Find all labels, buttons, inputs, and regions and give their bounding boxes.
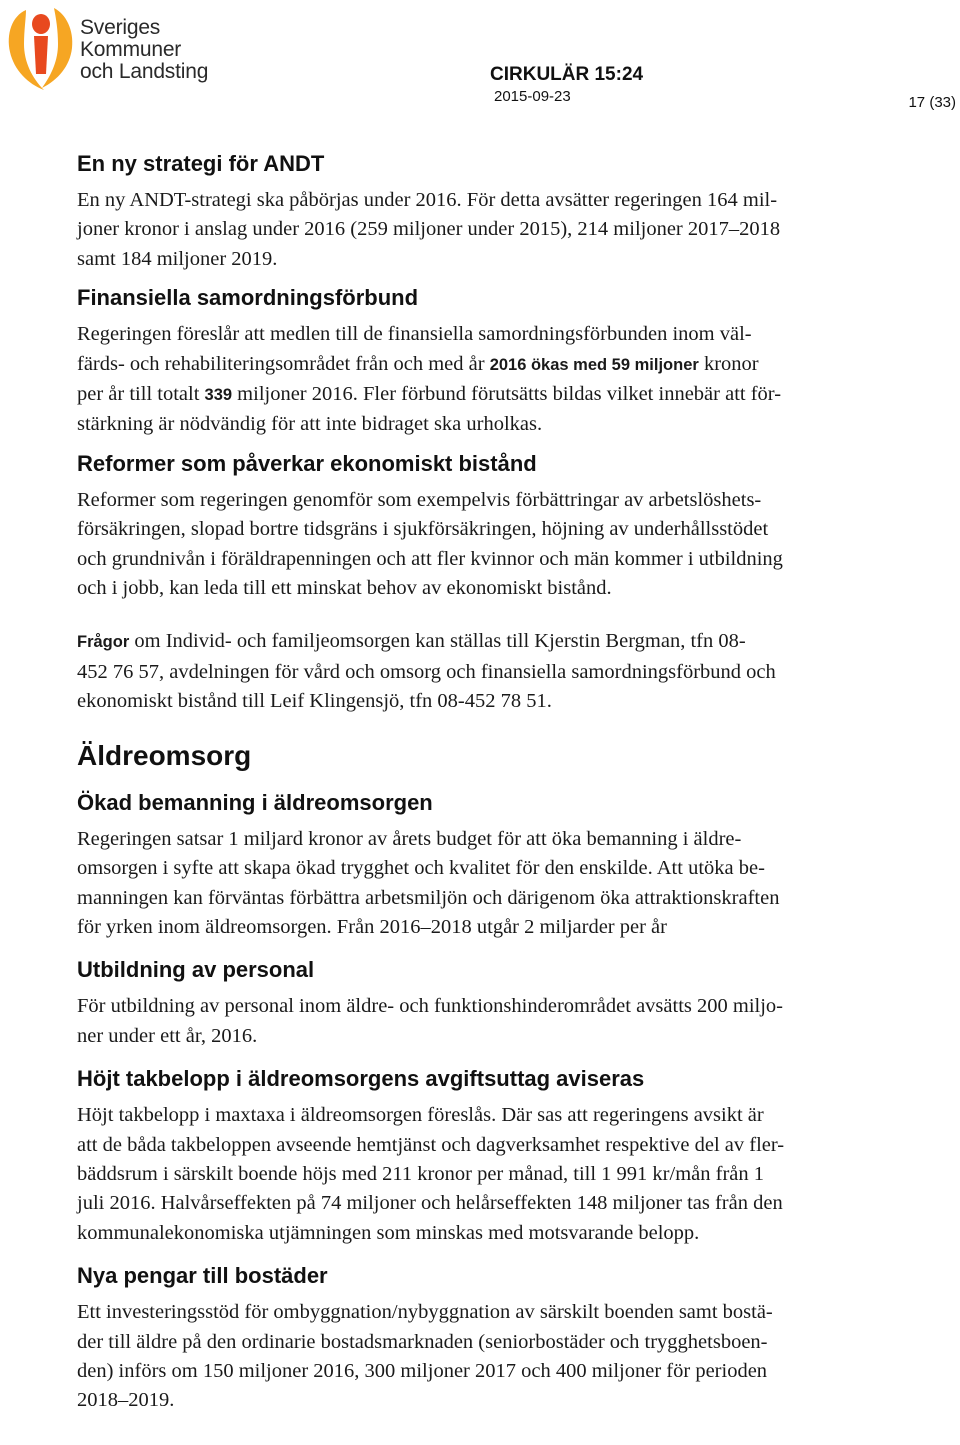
text-line: En ny ANDT-strategi ska påbörjas under 2016. För detta avsätter regeringen 164 mil- xyxy=(77,189,778,211)
paragraph xyxy=(77,486,892,604)
text-line: miljoner 2016. Fler förbund förutsätts bildas vilket innebär att för- xyxy=(232,383,782,406)
section-utbildning xyxy=(77,956,892,1051)
text-line: per år till totalt xyxy=(77,383,205,406)
organization-name xyxy=(80,17,208,83)
text-line: 452 76 57, avdelningen för vård och omsorg och finansiella samordningsförbund och xyxy=(77,660,776,683)
text-line: för yrken inom äldreomsorgen. Från 2016–2018 utgår 2 miljarder per år xyxy=(77,915,667,938)
text-line: der till äldre på den ordinarie bostadsmarknaden (seniorbostäder och trygghetsboen- xyxy=(77,1330,768,1353)
text-line: kommunalekonomiska utjämningen som minskas med motsvarande belopp. xyxy=(77,1221,700,1244)
section-heading: En ny strategi för ANDT xyxy=(77,151,325,176)
section-takbelopp xyxy=(77,1065,892,1248)
text-line: Regeringen föreslår att medlen till de finansiella samordningsförbunden inom väl- xyxy=(77,323,752,346)
section-heading: Ökad bemanning i äldreomsorgen xyxy=(77,789,433,815)
section-andt xyxy=(77,150,892,274)
paragraph xyxy=(77,992,892,1051)
paragraph xyxy=(77,1298,892,1416)
logo-line: Kommuner xyxy=(80,38,182,61)
logo-line: Sveriges xyxy=(80,16,161,39)
paragraph xyxy=(77,1101,892,1248)
paragraph xyxy=(77,320,892,440)
text-line: Ett investeringsstöd för ombyggnation/nybyggnation av särskilt boenden samt bostä- xyxy=(77,1301,773,1324)
text-line: att de båda takbeloppen avseende hemtjänst och dagverksamhet respektive del av fler- xyxy=(77,1133,785,1156)
text-line: och grundnivån i föräldrapenningen och att fler kvinnor och män kommer i utbildning xyxy=(77,547,783,570)
text-line: samt 184 miljoner 2019. xyxy=(77,247,278,270)
text-line: Höjt takbelopp i maxtaxa i äldreomsorgen föreslås. Där sas att regeringens avsikt är xyxy=(77,1104,764,1127)
section-aldreomsorg xyxy=(77,739,892,773)
section-reformer xyxy=(77,450,892,604)
paragraph xyxy=(77,186,892,274)
text-line: joner kronor i anslag under 2016 (259 miljoner under 2015), 214 miljoner 2017–2018 xyxy=(77,218,781,241)
text-line: ekonomiskt bistånd till Leif Klingensjö, tfn 08-452 78 51. xyxy=(77,690,552,713)
section-heading: Utbildning av personal xyxy=(77,957,315,983)
page-number: 17 (33) xyxy=(908,94,956,111)
text-line: färds- och rehabiliteringsområdet från och med år xyxy=(77,352,490,375)
section-heading: Höjt takbelopp i äldreomsorgens avgiftsuttag aviseras xyxy=(77,1066,645,1092)
text-line: bäddsrum i särskilt boende höjs med 211 kronor per månad, till 1 991 kr/mån från 1 xyxy=(77,1162,764,1185)
emphasis-text: 2016 ökas med 59 miljoner xyxy=(489,355,699,374)
text-line: om Individ- och familjeomsorgen kan ställas till Kjerstin Bergman, tfn 08- xyxy=(129,630,746,653)
contact-label: Frågor xyxy=(77,633,130,652)
emphasis-text: 339 xyxy=(204,386,233,405)
section-bostader xyxy=(77,1262,892,1416)
text-line: kronor xyxy=(698,352,759,375)
text-line: och i jobb, kan leda till ett minskat behov av ekonomiskt bistånd. xyxy=(77,577,612,600)
text-line: den) införs om 150 miljoner 2016, 300 miljoner 2017 och 400 miljoner för perioden xyxy=(77,1359,768,1382)
section-finsam xyxy=(77,284,892,440)
section-contact xyxy=(77,627,892,716)
text-line: manningen kan förväntas förbättra arbetsmiljön och därigenom öka attraktionskraften xyxy=(77,886,780,909)
skl-logo-icon xyxy=(4,4,78,92)
section-heading: Reformer som påverkar ekonomiskt bistånd xyxy=(77,450,537,476)
text-line: försäkringen, slopad bortre tidsgräns i sjukförsäkringen, höjning av underhållsstödet xyxy=(77,518,769,541)
text-line: ner under ett år, 2016. xyxy=(77,1024,258,1047)
text-line: 2018–2019. xyxy=(77,1389,175,1412)
paragraph xyxy=(77,627,892,716)
chapter-heading: Äldreomsorg xyxy=(77,739,252,771)
text-line: omsorgen i syfte att skapa ökad trygghet och kvalitet för den enskilde. Att utöka be- xyxy=(77,857,765,880)
text-line: Reformer som regeringen genomför som exempelvis förbättringar av arbetslöshets- xyxy=(77,488,762,511)
document-body xyxy=(77,150,892,1416)
logo-line: och Landsting xyxy=(80,60,209,83)
section-heading: Nya pengar till bostäder xyxy=(77,1263,328,1289)
paragraph xyxy=(77,825,892,943)
circular-title: CIRKULÄR 15:24 xyxy=(490,64,644,85)
text-line: stärkning är nödvändig för att inte bidraget ska urholkas. xyxy=(77,413,543,436)
section-heading: Finansiella samordningsförbund xyxy=(77,285,419,311)
section-bemanning xyxy=(77,789,892,943)
text-line: juli 2016. Halvårseffekten på 74 miljoner och helårseffekten 148 miljoner tas från den xyxy=(77,1192,783,1215)
text-line: För utbildning av personal inom äldre- och funktionshinderområdet avsätts 200 miljo- xyxy=(77,995,783,1018)
page-header xyxy=(0,0,960,120)
circular-date: 2015-09-23 xyxy=(494,88,571,105)
text-line: Regeringen satsar 1 miljard kronor av årets budget för att öka bemanning i äldre- xyxy=(77,827,742,850)
